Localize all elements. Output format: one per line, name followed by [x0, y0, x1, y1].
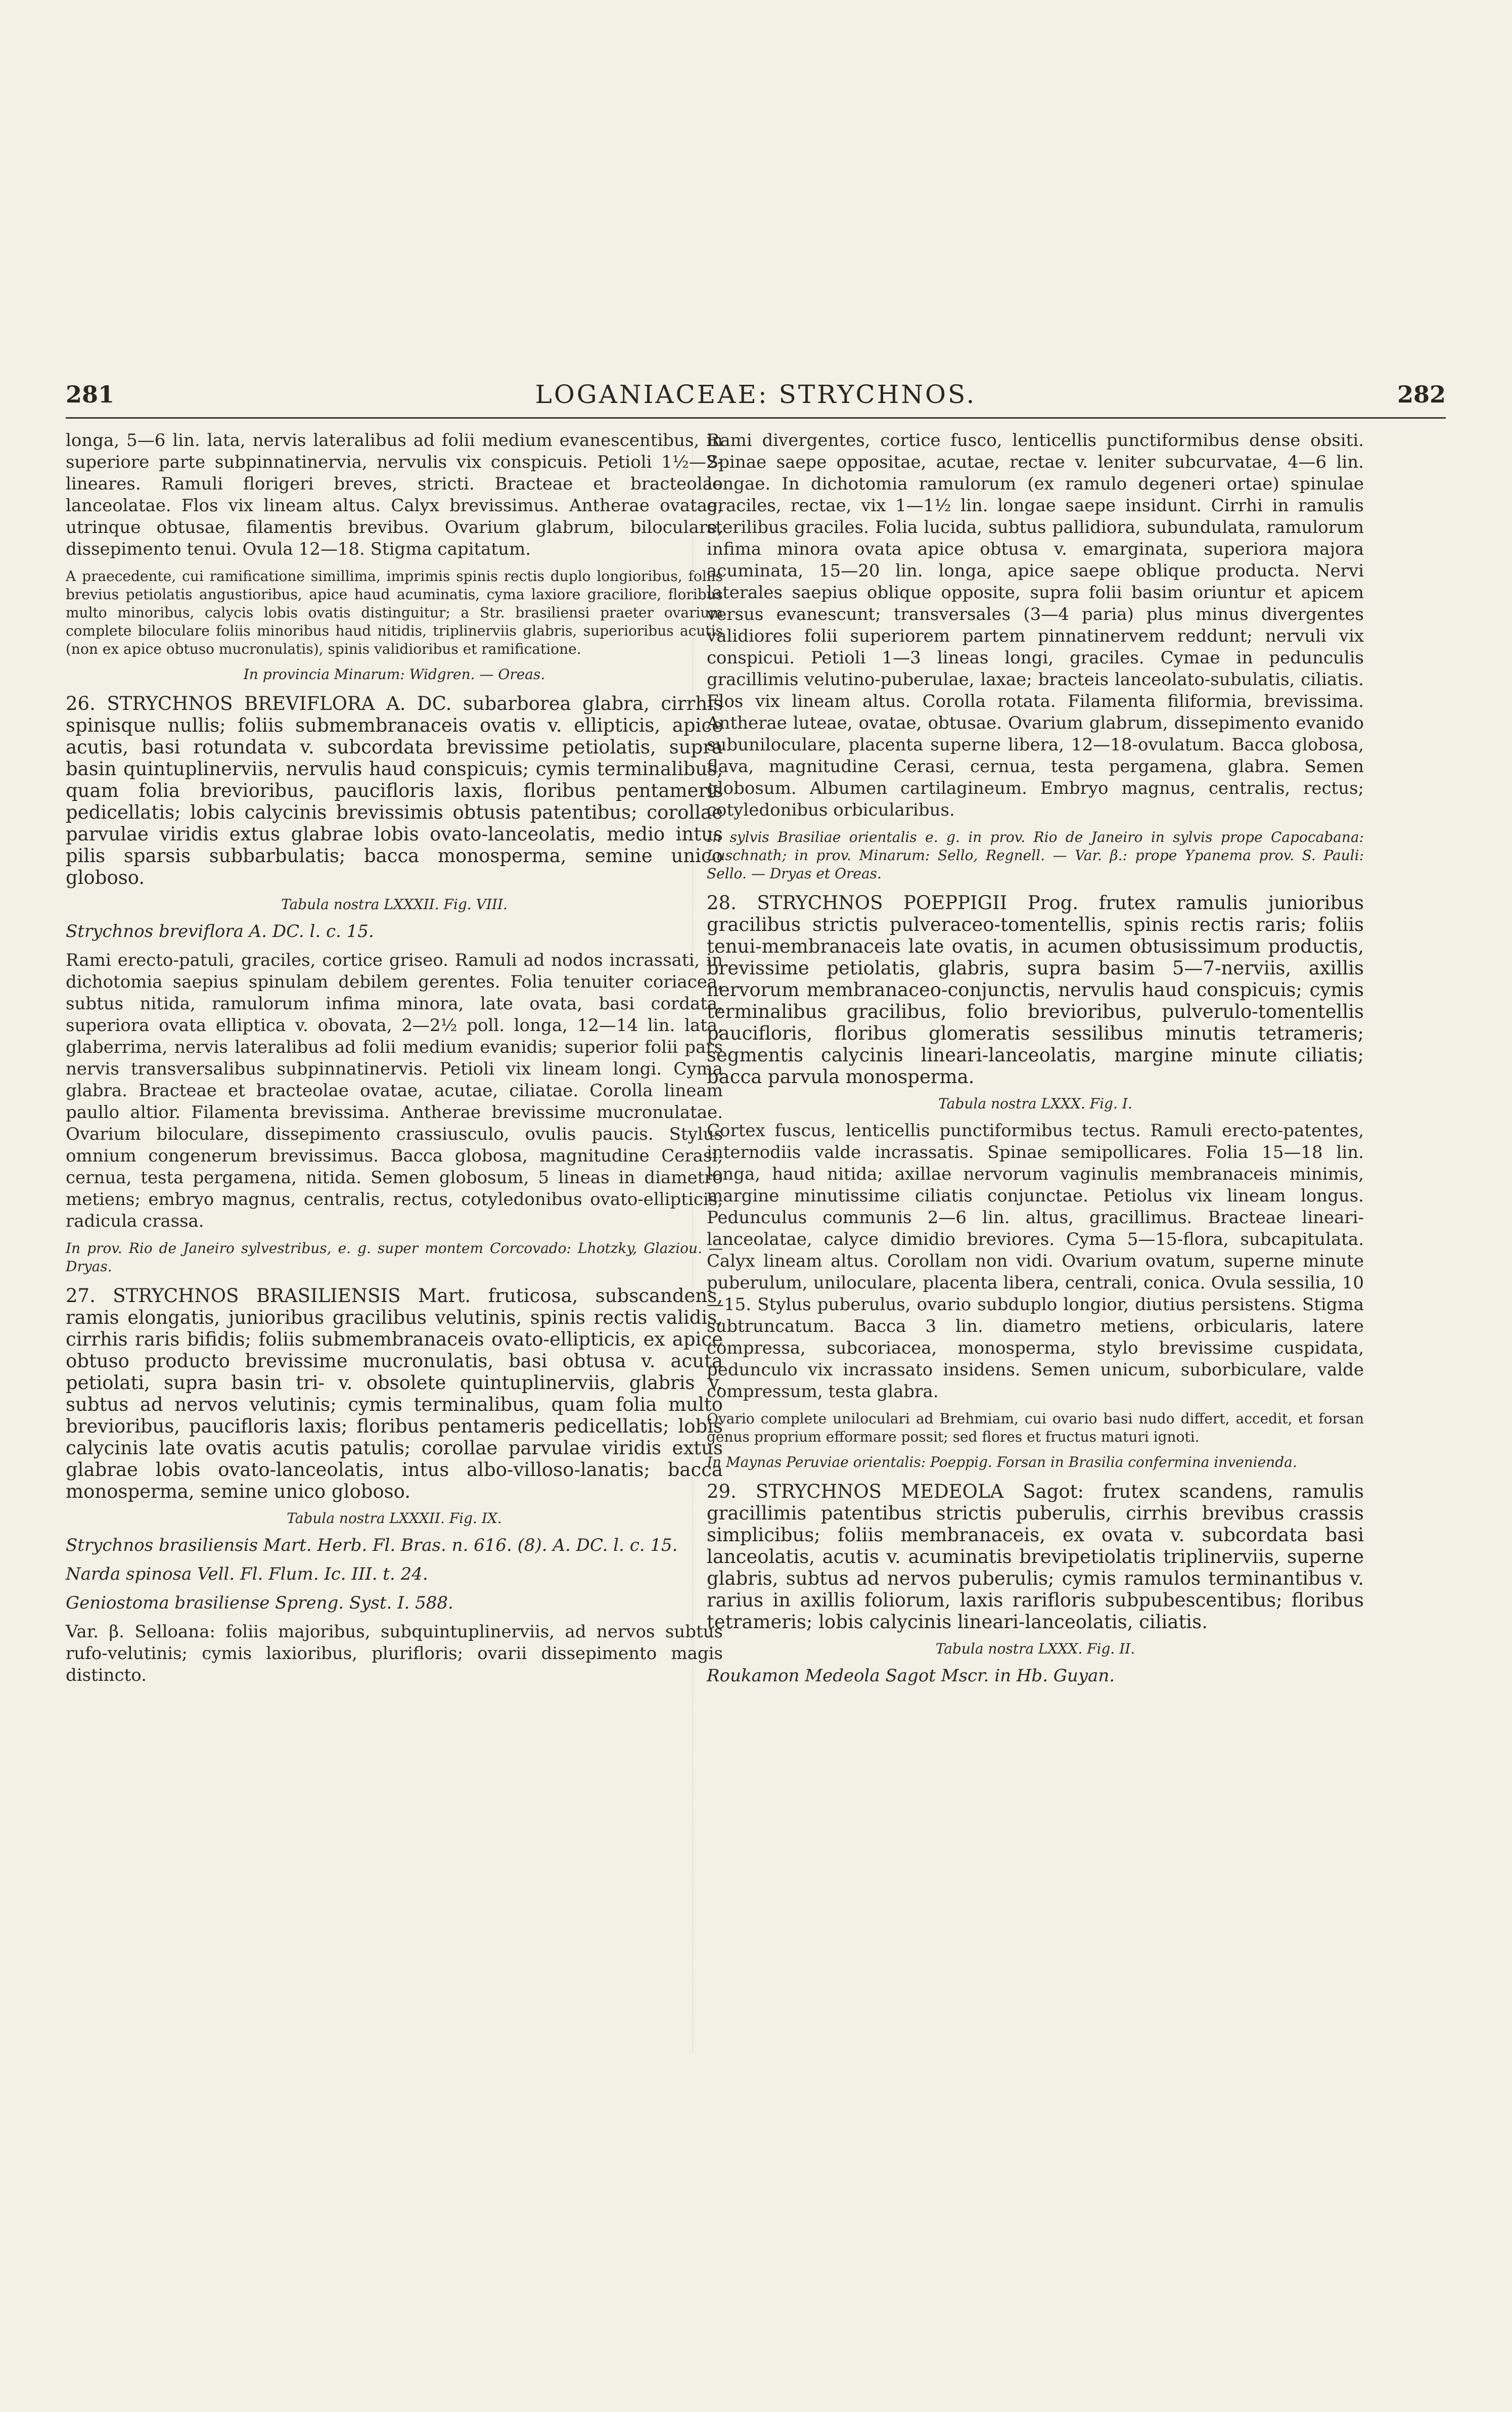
- description-continued: longa, 5—6 lin. lata, nervis lateralibus ad folii medium evanescentibus, in superiore parte subpinnatinervia, nervulis vix conspicuis. Petioli 1½—2-lineares. Ramuli florigeri breves, stricti. Bracteae et bracteolae lanceolatae. Flos vix lineam altus. Calyx brevissimus. Antherae ovatae, utrinque obtusae, filamentis brevibus. Ovarium glabrum, biloculare, dissepimento tenui. Ovula 12—18. Stigma capitatum.: [66, 430, 723, 559]
- species-28-diagnosis: 28. STRYCHNOS POEPPIGII Prog. frutex ramulis junioribus gracilibus strictis pulveraceo-tomentellis, spinis rectis raris; foliis tenui-membranaceis late ovatis, in acumen obtusissimum productis, brevissime petiolatis, glabris, supra basim 5—7-nerviis, axillis nervorum membranaceo-conjunctis, nervulis haud conspicuis; cymis terminalibus gracilibus, folio brevioribus, pulverulo-tomentellis paucifloris, floribus glomeratis sessilibus minutis tetrameris; segmentis calycinis lineari-lanceolatis, margine minute ciliatis; bacca parvula monosperma.: [707, 892, 1364, 1088]
- species-29-plate-ref: Tabula nostra LXXX. Fig. II.: [935, 1640, 1135, 1657]
- species-26-description: Rami erecto-patuli, graciles, cortice griseo. Ramuli ad nodos incrassati, in dichotomia saepius spinulam debilem gerentes. Folia tenuiter coriacea, subtus nitida, ramulorum infima minora, late ovata, basi cordata, superiora ovata elliptica v. obovata, 2—2½ poll. longa, 12—14 lin. lata, glaberrima, nervis lateralibus ad folii medium evanidis; superior folii pars nervis transversalibus subpinnatinervis. Petioli vix lineam longi. Cyma glabra. Bracteae et bracteolae ovatae, acutae, ciliatae. Corolla lineam paullo altior. Filamenta brevissima. Antherae brevissime mucronulatae. Ovarium biloculare, dissepimento crassiusculo, ovulis paucis. Stylus omnium congenerum brevissimus. Bacca globosa, magnitudine Cerasi, cernua, testa pergamena, nitida. Semen globosum, 5 lineas in diametro metiens; embryo magnus, centralis, rectus, cotyledonibus ovato-ellipticis, radicula crassa.: [66, 950, 723, 1231]
- species-26-plate-ref: Tabula nostra LXXXII. Fig. VIII.: [281, 896, 508, 913]
- species-28-description: Cortex fuscus, lenticellis punctiformibus tectus. Ramuli erecto-patentes, internodiis valde incrassatis. Spinae semipollicares. Folia 15—18 lin. longa, haud nitida; axillae nervorum vaginulis membranaceis minimis, margine minutissime ciliatis conjunctae. Petiolus vix lineam longus. Pedunculus communis 2—6 lin. altus, gracillimus. Bracteae lineari-lanceolatae, calyce dimidio breviores. Cyma 5—15-flora, subcapitulata. Calyx lineam altus. Corollam non vidi. Ovarium ovatum, superne minute puberulum, uniloculare, placenta libera, centrali, conica. Ovula sessilia, 10—15. Stylus puberulus, ovario subduplo longior, diutius persistens. Stigma subtruncatum. Bacca 3 lin. diametro metiens, orbicularis, latere compressa, subcoriacea, monosperma, stylo brevissime cuspidata, pedunculo vix incrassato insidens. Semen unicum, suborbiculare, valde compressum, testa glabra.: [707, 1121, 1364, 1402]
- running-title: LOGANIACEAE: STRYCHNOS.: [535, 380, 977, 409]
- species-27-diagnosis: 27. STRYCHNOS BRASILIENSIS Mart. fruticosa, subscandens, ramis elongatis, junioribus gracilibus velutinis, spinis rectis validis, cirrhis raris bifidis; foliis submembranaceis ovato-ellipticis, ex apice obtuso producto brevissime mucronulatis, basi obtusa v. acuta petiolati, supra basin tri- v. obsolete quintuplinerviis, glabris v. subtus ad nervos velutinis; cymis terminalibus, quam folia multo brevioribus, paucifloris laxis; floribus pentameris pedicellatis; lobis calycinis late ovatis acutis patulis; corollae parvulae viridis extus glabrae lobis ovato-lanceolatis, intus albo-villoso-lanatis; bacca monosperma, semine unico globoso.: [66, 1285, 723, 1502]
- right-column: [707, 430, 1364, 1694]
- species-27-variety: Var. β. Selloana: foliis majoribus, subquintuplinerviis, ad nervos subtus rufo-velutinis; cymis laxioribus, plurifloris; ovarii dissepimento magis distincto.: [66, 1622, 723, 1685]
- species-28-plate-ref: Tabula nostra LXXX. Fig. I.: [938, 1095, 1132, 1112]
- page-number-left: 281: [66, 381, 115, 408]
- species-29-synonym: Roukamon Medeola Sagot Mscr. in Hb. Guyan.: [707, 1666, 1115, 1686]
- species-27-synonym-2: Narda spinosa Vell. Fl. Flum. Ic. III. t. 24.: [66, 1564, 428, 1584]
- running-header: [66, 372, 1446, 419]
- species-26-diagnosis: 26. STRYCHNOS BREVIFLORA A. DC. subarborea glabra, cirrhis spinisque nullis; foliis submembranaceis ovatis v. ellipticis, apice acutis, basi rotundata v. subcordata brevissime petiolatis, supra basin quintuplinerviis, nervulis haud conspicuis; cymis terminalibus, quam folia brevioribus, paucifloris laxis, floribus pentameris pedicellatis; lobis calycinis brevissimis obtusis patentibus; corollae parvulae viridis extus glabrae lobis ovato-lanceolatis, medio intus pilis sparsis subbarbulatis; bacca monosperma, semine unico globoso.: [66, 693, 723, 888]
- species-26-synonym: Strychnos breviflora A. DC. l. c. 15.: [66, 921, 374, 942]
- left-column: [66, 430, 723, 1693]
- comparison-note: A praecedente, cui ramificatione simillima, imprimis spinis rectis duplo longioribus, foliis brevius petiolatis angustioribus, apice haud acuminatis, cyma laxiore graciliore, floribus multo minoribus, calycis lobis ovatis distinguitur; a Str. brasiliensi praeter ovarium complete biloculare foliis minoribus haud nitidis, triplinerviis glabris, superioribus acutis (non ex apice obtuso mucronulatis), spinis validioribus et ramificatione.: [66, 568, 723, 657]
- species-27-description: Rami divergentes, cortice fusco, lenticellis punctiformibus dense obsiti. Spinae saepe oppositae, acutae, rectae v. leniter subcurvatae, 4—6 lin. longae. In dichotomia ramulorum (ex ramulo degeneri ortae) spinulae graciles, rectae, vix 1—1½ lin. longae saepe insidunt. Cirrhi in ramulis sterilibus graciles. Folia lucida, subtus pallidiora, subundulata, ramulorum infima minora ovata apice obtusa v. emarginata, superiora majora acuminata, 15—20 lin. longa, apice saepe oblique producta. Nervi laterales saepius oblique opposite, supra folii basim oriuntur et apicem versus evanescunt; transversales (3—4 paria) plus minus divergentes validiores folii superiorem partem pinnatinervem reddunt; nervuli vix conspicui. Petioli 1—3 lineas longi, graciles. Cymae in pedunculis gracillimis velutino-puberulae, laxae; bracteis lanceolato-subulatis, ciliatis. Flos vix lineam altus. Corolla rotata. Filamenta filiformia, brevissima. Antherae luteae, ovatae, obtusae. Ovarium glabrum, dissepimento evanido subuniloculare, placenta superne libera, 12—18-ovulatum. Bacca globosa, flava, magnitudine Cerasi, cernua, testa pergamena, glabra. Semen globosum. Albumen cartilagineum. Embryo magnus, centralis, rectus; cotyledonibus orbicularibus.: [707, 430, 1364, 820]
- species-26-locality: In prov. Rio de Janeiro sylvestribus, e. g. super montem Corcovado: Lhotzky, Glaziou. — Dryas.: [66, 1240, 723, 1275]
- page-number-right: 282: [1397, 381, 1446, 408]
- species-27-synonym-3: Geniostoma brasiliense Spreng. Syst. I. 588.: [66, 1593, 453, 1613]
- species-27-synonym-1: Strychnos brasiliensis Mart. Herb. Fl. Bras. n. 616. (8). A. DC. l. c. 15.: [66, 1535, 678, 1555]
- locality-note: In provincia Minarum: Widgren. — Oreas.: [243, 666, 545, 683]
- species-27-plate-ref: Tabula nostra LXXXII. Fig. IX.: [287, 1510, 502, 1527]
- species-28-note: Ovario complete uniloculari ad Brehmiam, cui ovario basi nudo differt, accedit, et forsan genus proprium efformare possit; sed flores et fructus maturi ignoti.: [707, 1410, 1364, 1445]
- species-27-locality: In sylvis Brasiliae orientalis e. g. in prov. Rio de Janeiro in sylvis prope Capocabana: Luschnath; in prov. Minarum: Sello, Regnell. — Var. β.: prope Ypanema prov. S. Pauli: Sello. — Dryas et Oreas.: [707, 829, 1364, 882]
- species-29-diagnosis: 29. STRYCHNOS MEDEOLA Sagot: frutex scandens, ramulis gracillimis patentibus strictis puberulis, cirrhis brevibus crassis simplicibus; foliis membranaceis, ex ovata v. subcordata basi lanceolatis, acutis v. acuminatis brevipetiolatis triplinerviis, superne glabris, subtus ad nervos puberulis; cymis ramulos terminantibus v. rarius in axillis foliorum, laxis rarifloris subpubescentibus; floribus tetrameris; lobis calycinis lineari-lanceolatis, ciliatis.: [707, 1481, 1364, 1633]
- species-28-locality: In Maynas Peruviae orientalis: Poeppig. Forsan in Brasilia confermina inveniendа.: [707, 1454, 1297, 1470]
